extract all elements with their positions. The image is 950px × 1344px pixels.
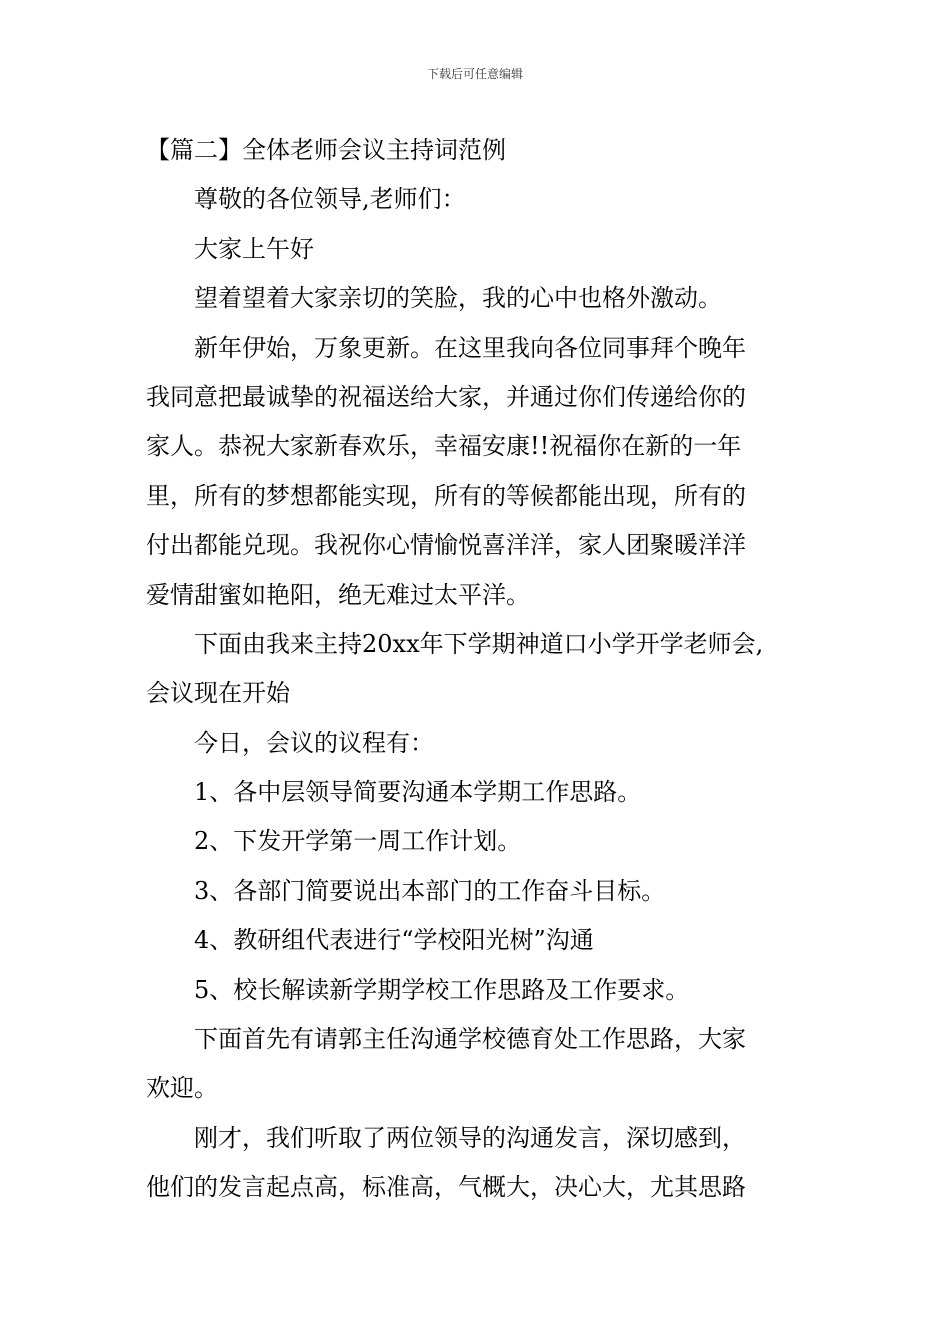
document-body — [146, 126, 810, 1213]
text-line: 下面首先有请郭主任沟通学校德育处工作思路，大家 — [194, 1025, 746, 1054]
text-line: 尊敬的各位领导,老师们： — [194, 185, 466, 214]
agenda-item: 4、教研组代表进行“学校阳光树”沟通 — [194, 926, 594, 955]
text-line: 会议现在开始 — [146, 679, 290, 708]
text-line: 今日，会议的议程有： — [194, 728, 434, 757]
agenda-item: 1、各中层领导简要沟通本学期工作思路。 — [194, 778, 642, 807]
text-line: 家人。恭祝大家新春欢乐，幸福安康!!祝福你在新的一年 — [146, 432, 742, 461]
agenda-item: 5、校长解读新学期学校工作思路及工作要求。 — [194, 975, 690, 1004]
text-line: 下面由我来主持20xx年下学期神道口小学开学老师会, — [194, 629, 764, 658]
agenda-item: 3、各部门简要说出本部门的工作奋斗目标。 — [194, 876, 666, 905]
text-line: 付出都能兑现。我祝你心情愉悦喜洋洋，家人团聚暖洋洋 — [146, 531, 746, 560]
text-line: 他们的发言起点高，标准高，气概大，决心大，尤其思路 — [146, 1173, 746, 1202]
agenda-item: 2、下发开学第一周工作计划。 — [194, 827, 522, 856]
text-line: 我同意把最诚挚的祝福送给大家，并通过你们传递给你的 — [146, 382, 746, 411]
page-header: 下载后可任意编辑 — [426, 67, 523, 81]
text-line: 欢迎。 — [146, 1074, 218, 1103]
text-line: 新年伊始，万象更新。在这里我向各位同事拜个晚年 — [194, 333, 746, 362]
document-title: 【篇二】全体老师会议主持词范例 — [146, 136, 506, 164]
text-line: 爱情甜蜜如艳阳，绝无难过太平洋。 — [146, 580, 530, 609]
text-line: 刚才，我们听取了两位领导的沟通发言，深切感到， — [194, 1123, 746, 1152]
text-line: 里，所有的梦想都能实现，所有的等候都能出现，所有的 — [146, 481, 746, 510]
text-line: 望着望着大家亲切的笑脸，我的心中也格外激动。 — [194, 284, 722, 313]
text-line: 大家上午好 — [194, 234, 314, 263]
